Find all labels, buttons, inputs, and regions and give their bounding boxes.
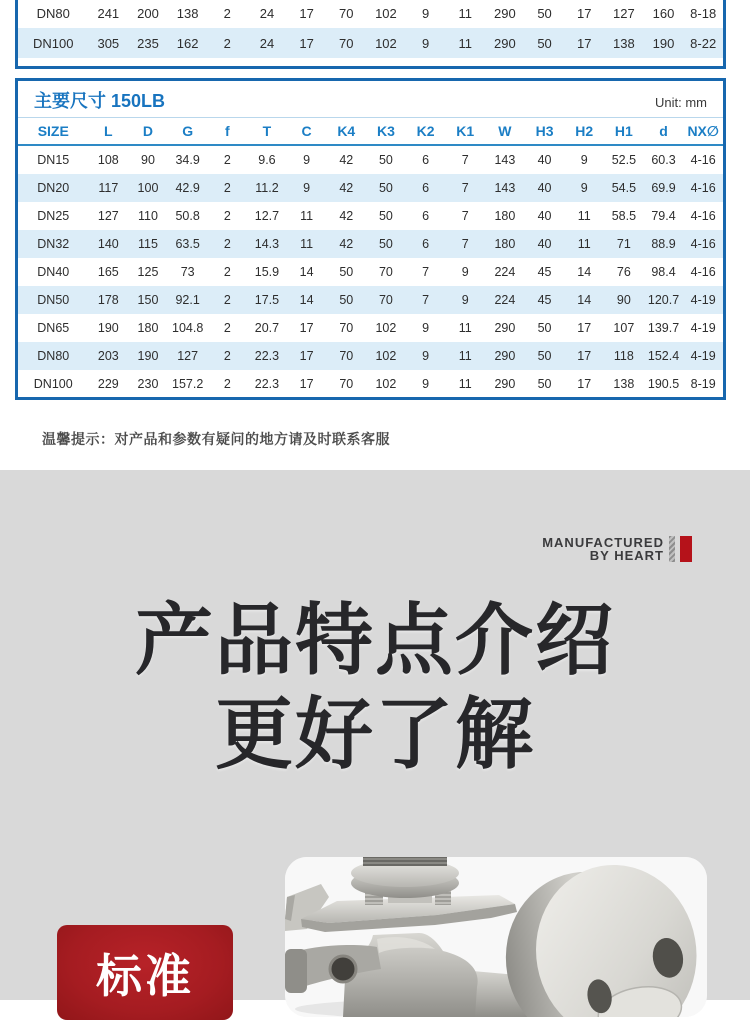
value-cell: 6	[422, 237, 430, 251]
value-cell: 92.1	[175, 293, 200, 307]
brand-logo-line2: BY HEART	[589, 547, 664, 563]
value-cell: 17	[299, 377, 314, 391]
value-cell: 8-22	[690, 35, 717, 51]
value-cell: 102	[375, 35, 397, 51]
value-cell: 115	[138, 237, 158, 251]
value-cell: 241	[97, 5, 120, 21]
value-cell: 4-19	[690, 349, 716, 363]
value-cell: 9	[461, 293, 469, 307]
value-cell: 9.6	[258, 153, 276, 167]
value-cell: 4-16	[690, 181, 716, 195]
value-cell: 63.5	[175, 237, 200, 251]
value-cell: 22.3	[254, 377, 280, 391]
value-cell: 229	[97, 377, 119, 391]
table-row	[18, 286, 723, 314]
value-cell: 24	[259, 35, 275, 51]
value-cell: 70	[378, 265, 393, 279]
value-cell: 2	[223, 35, 231, 51]
value-cell: 45	[537, 293, 552, 307]
value-cell: 42	[339, 153, 354, 167]
value-cell: 290	[494, 349, 516, 363]
table-row	[18, 342, 723, 370]
value-cell: 40	[537, 209, 552, 223]
value-cell: 138	[176, 5, 199, 21]
value-cell: 200	[137, 5, 159, 21]
value-cell: 42	[339, 209, 354, 223]
value-cell: 290	[494, 5, 516, 21]
column-header: H3	[525, 118, 565, 145]
unit-label: Unit: mm	[655, 95, 707, 110]
value-cell: 12.7	[254, 209, 280, 223]
value-cell: 14	[577, 265, 592, 279]
value-cell: 11.2	[255, 181, 279, 195]
value-cell: 2	[223, 237, 231, 251]
value-cell: 50	[378, 209, 393, 223]
value-cell: 98.4	[651, 265, 676, 279]
size-cell: DN25	[37, 209, 70, 223]
value-cell: 2	[223, 181, 231, 195]
value-cell: 73	[180, 265, 195, 279]
table-row	[18, 145, 723, 174]
value-cell: 50	[339, 265, 354, 279]
value-cell: 9	[421, 5, 430, 21]
brand-logo-line1: MANUFACTURED	[542, 534, 664, 550]
value-cell: 15.9	[254, 265, 280, 279]
value-cell: 162	[176, 35, 199, 51]
column-header: SIZE	[18, 118, 89, 145]
value-cell: 4-16	[690, 265, 716, 279]
value-cell: 235	[137, 35, 159, 51]
value-cell: 138	[613, 35, 635, 51]
value-cell: 150	[137, 293, 159, 307]
value-cell: 50	[537, 321, 552, 335]
value-cell: 190	[97, 321, 119, 335]
column-header: L	[89, 118, 129, 145]
value-cell: 9	[422, 349, 430, 363]
size-cell: DN15	[37, 153, 70, 167]
value-cell: 11	[577, 237, 591, 251]
feature-heading	[0, 594, 750, 781]
value-cell: 190.5	[647, 377, 680, 391]
value-cell: 88.9	[651, 237, 676, 251]
value-cell: 42	[339, 181, 354, 195]
table-row	[18, 230, 723, 258]
table-row	[18, 314, 723, 342]
value-cell: 24	[259, 5, 275, 21]
value-cell: 2	[223, 321, 231, 335]
value-cell: 14.3	[254, 237, 280, 251]
value-cell: 70	[339, 377, 354, 391]
value-cell: 4-16	[690, 209, 716, 223]
value-cell: 14	[299, 265, 314, 279]
value-cell: 9	[303, 181, 311, 195]
column-header: K1	[445, 118, 485, 145]
feature-heading-line1: 产品特点介绍	[134, 596, 615, 684]
value-cell: 2	[223, 153, 231, 167]
column-header: G	[168, 118, 208, 145]
value-cell: 108	[97, 153, 119, 167]
value-cell: 11	[458, 35, 472, 51]
value-cell: 11	[458, 5, 472, 21]
value-cell: 11	[458, 377, 472, 391]
value-cell: 7	[461, 237, 469, 251]
valve-photo-panel	[285, 857, 707, 1017]
value-cell: 203	[97, 349, 119, 363]
value-cell: 76	[616, 265, 631, 279]
value-cell: 160	[652, 5, 675, 21]
value-cell: 45	[537, 265, 552, 279]
value-cell: 9	[422, 321, 430, 335]
clamp-block	[285, 949, 307, 993]
value-cell: 143	[494, 181, 516, 195]
value-cell: 40	[537, 237, 552, 251]
size-cell: DN20	[37, 181, 70, 195]
value-cell: 50.8	[175, 209, 200, 223]
feature-heading-line2: 更好了解	[214, 689, 535, 778]
value-cell: 14	[577, 293, 592, 307]
value-cell: 9	[303, 153, 311, 167]
value-cell: 52.5	[611, 153, 637, 167]
value-cell: 40	[537, 153, 552, 167]
size-cell: DN32	[37, 237, 70, 251]
column-header: H1	[604, 118, 644, 145]
column-header: f	[207, 118, 247, 145]
value-cell: 17	[577, 321, 592, 335]
value-cell: 2	[223, 5, 231, 21]
value-cell: 50	[378, 237, 393, 251]
size-cell: DN40	[37, 265, 70, 279]
table-row	[18, 258, 723, 286]
brand-logo-text	[542, 534, 664, 563]
value-cell: 180	[494, 209, 516, 223]
value-cell: 50	[537, 5, 552, 21]
value-cell: 2	[223, 293, 231, 307]
value-cell: 110	[138, 209, 158, 223]
value-cell: 102	[375, 349, 397, 363]
column-header: C	[287, 118, 327, 145]
table-title-row	[18, 81, 723, 118]
value-cell: 107	[613, 321, 635, 335]
value-cell: 50	[537, 349, 552, 363]
value-cell: 11	[577, 209, 591, 223]
column-header: D	[128, 118, 168, 145]
value-cell: 7	[422, 293, 430, 307]
value-cell: 7	[461, 181, 469, 195]
value-cell: 104.8	[172, 321, 204, 335]
value-cell: 11	[458, 349, 472, 363]
value-cell: 290	[494, 35, 516, 51]
value-cell: 17.5	[254, 293, 280, 307]
value-cell: 7	[461, 209, 469, 223]
value-cell: 7	[422, 265, 430, 279]
value-cell: 178	[97, 293, 119, 307]
value-cell: 22.3	[254, 349, 280, 363]
table-title: 主要尺寸 150LB	[34, 91, 166, 111]
table-row	[18, 370, 723, 398]
value-cell: 69.9	[651, 181, 676, 195]
value-cell: 180	[494, 237, 516, 251]
value-cell: 7	[461, 153, 469, 167]
value-cell: 2	[223, 265, 231, 279]
value-cell: 165	[97, 265, 119, 279]
value-cell: 50	[378, 181, 393, 195]
value-cell: 2	[223, 377, 231, 391]
value-cell: 140	[97, 237, 119, 251]
value-cell: 42	[339, 237, 354, 251]
value-cell: 9	[580, 181, 588, 195]
value-cell: 4-16	[690, 153, 716, 167]
table-row	[18, 202, 723, 230]
column-header: NX∅	[683, 118, 723, 145]
size-cell: DN80	[37, 349, 70, 363]
value-cell: 79.4	[651, 209, 676, 223]
value-cell: 90	[141, 153, 155, 167]
value-cell: 54.5	[611, 181, 637, 195]
feature-intro-section	[0, 470, 750, 1000]
value-cell: 127	[177, 349, 199, 363]
value-cell: 50	[537, 377, 552, 391]
table-row	[18, 0, 723, 28]
brand-logo	[542, 536, 692, 562]
value-cell: 6	[422, 209, 430, 223]
value-cell: 6	[422, 153, 430, 167]
value-cell: 9	[422, 377, 430, 391]
value-cell: 71	[616, 237, 631, 251]
value-cell: 70	[339, 35, 354, 51]
stem-thread-top	[363, 857, 447, 866]
value-cell: 50	[537, 35, 552, 51]
size-cell: DN65	[37, 321, 70, 335]
value-cell: 138	[613, 377, 635, 391]
value-cell: 90	[616, 293, 631, 307]
size-cell: DN100	[33, 35, 74, 51]
column-header: H2	[564, 118, 604, 145]
value-cell: 17	[576, 35, 592, 51]
value-cell: 17	[576, 5, 592, 21]
value-cell: 50	[378, 153, 393, 167]
value-cell: 9	[421, 35, 430, 51]
column-header: K4	[326, 118, 366, 145]
value-cell: 9	[580, 153, 588, 167]
value-cell: 8-18	[690, 5, 717, 21]
logo-stripe-bar-icon	[669, 536, 675, 562]
dimension-table-upper	[15, 0, 726, 69]
value-cell: 20.7	[254, 321, 280, 335]
value-cell: 143	[494, 153, 516, 167]
value-cell: 70	[339, 5, 354, 21]
value-cell: 60.3	[651, 153, 676, 167]
value-cell: 127	[613, 5, 635, 21]
value-cell: 17	[577, 349, 592, 363]
valve-photo	[285, 857, 707, 1017]
value-cell: 152.4	[647, 349, 680, 363]
size-cell: DN80	[36, 5, 70, 21]
standard-badge-label: 标准	[96, 949, 194, 1002]
value-cell: 190	[652, 35, 675, 51]
value-cell: 4-16	[690, 237, 716, 251]
dimension-table-150lb	[15, 78, 726, 400]
table-row	[18, 28, 723, 58]
value-cell: 2	[223, 209, 231, 223]
value-cell: 70	[378, 293, 393, 307]
value-cell: 127	[97, 209, 119, 223]
value-cell: 17	[577, 377, 592, 391]
pivot-bolt	[330, 956, 356, 982]
column-header: T	[247, 118, 287, 145]
dimension-table-upper-grid	[18, 0, 723, 58]
value-cell: 100	[137, 181, 159, 195]
value-cell: 118	[613, 349, 634, 363]
value-cell: 230	[137, 377, 159, 391]
value-cell: 224	[494, 293, 516, 307]
value-cell: 4-19	[690, 293, 716, 307]
value-cell: 17	[299, 321, 314, 335]
value-cell: 157.2	[172, 377, 204, 391]
value-cell: 102	[375, 377, 397, 391]
value-cell: 8-19	[690, 377, 716, 391]
value-cell: 117	[98, 181, 119, 195]
value-cell: 290	[494, 377, 516, 391]
value-cell: 40	[537, 181, 552, 195]
value-cell: 290	[494, 321, 516, 335]
column-header: K3	[366, 118, 406, 145]
value-cell: 224	[494, 265, 516, 279]
value-cell: 102	[375, 321, 397, 335]
value-cell: 120.7	[647, 293, 680, 307]
value-cell: 17	[299, 35, 314, 51]
value-cell: 70	[339, 321, 354, 335]
standard-badge	[57, 925, 233, 1020]
value-cell: 34.9	[175, 153, 200, 167]
column-header: d	[644, 118, 684, 145]
table-row	[18, 174, 723, 202]
value-cell: 11	[458, 321, 472, 335]
value-cell: 102	[375, 5, 397, 21]
value-cell: 2	[223, 349, 231, 363]
logo-red-bar-icon	[680, 536, 692, 562]
value-cell: 139.7	[647, 321, 680, 335]
size-cell: DN50	[37, 293, 70, 307]
value-cell: 11	[300, 237, 314, 251]
value-cell: 50	[339, 293, 354, 307]
value-cell: 6	[422, 181, 430, 195]
value-cell: 17	[299, 349, 314, 363]
value-cell: 190	[137, 349, 159, 363]
value-cell: 70	[339, 349, 354, 363]
value-cell: 125	[137, 265, 159, 279]
column-header: K2	[406, 118, 446, 145]
size-cell: DN100	[33, 377, 73, 391]
service-tip: 温馨提示：对产品和参数有疑问的地方请及时联系客服	[42, 431, 390, 447]
value-cell: 4-19	[690, 321, 716, 335]
value-cell: 14	[299, 293, 314, 307]
value-cell: 58.5	[611, 209, 637, 223]
dimension-table-150lb-grid	[18, 118, 723, 398]
column-header: W	[485, 118, 525, 145]
value-cell: 9	[461, 265, 469, 279]
header-row	[18, 118, 723, 145]
value-cell: 305	[97, 35, 120, 51]
value-cell: 42.9	[175, 181, 200, 195]
value-cell: 17	[299, 5, 314, 21]
value-cell: 180	[137, 321, 159, 335]
value-cell: 11	[300, 209, 314, 223]
